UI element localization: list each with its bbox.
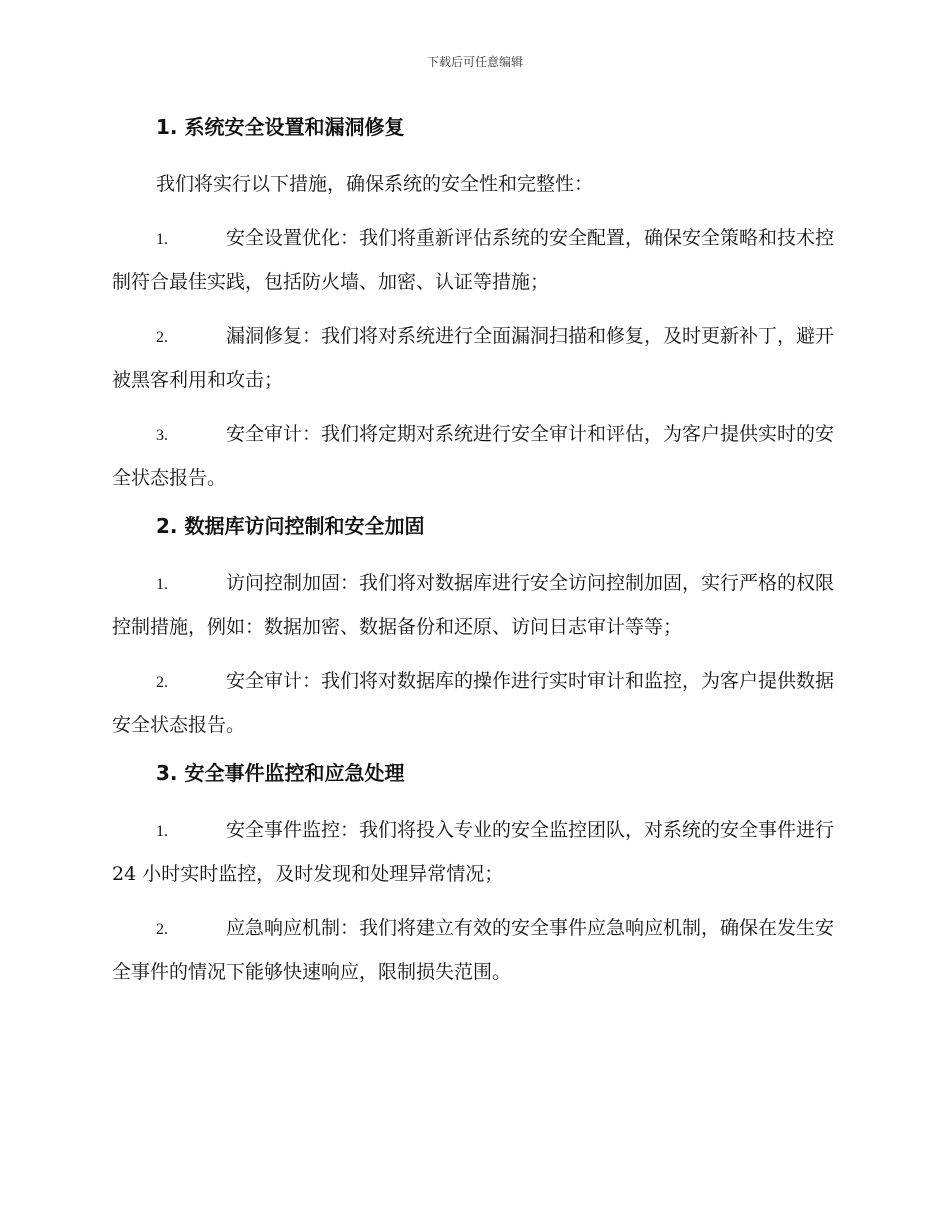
list-item: [112, 562, 834, 648]
list-item: [112, 660, 834, 746]
list-number: 2.: [156, 674, 168, 691]
document-body: [112, 112, 834, 1005]
section-heading: 3. 安全事件监控和应急处理: [156, 761, 405, 785]
list-number: 1.: [156, 231, 168, 248]
list-number: 2.: [156, 329, 168, 346]
section-heading: 2. 数据库访问控制和安全加固: [156, 514, 425, 538]
section-database-access: [112, 511, 834, 746]
list-number: 2.: [156, 921, 168, 938]
list-number: 3.: [156, 427, 168, 444]
list-number: 1.: [156, 576, 168, 593]
list-text: 漏洞修复：我们将对系统进行全面漏洞扫描和修复，及时更新补丁，避开被黑客利用和攻击；: [112, 325, 835, 391]
list-text: 安全审计：我们将对数据库的操作进行实时审计和监控，为客户提供数据安全状态报告。: [112, 670, 835, 736]
list-text: 安全设置优化：我们将重新评估系统的安全配置，确保安全策略和技术控制符合最佳实践，包括防火墙、加密、认证等措施；: [112, 227, 835, 293]
list-text: 安全审计：我们将定期对系统进行安全审计和评估，为客户提供实时的安全状态报告。: [112, 423, 835, 489]
list-item: [112, 413, 834, 499]
intro-paragraph: 我们将实行以下措施，确保系统的安全性和完整性：: [156, 173, 594, 195]
section-heading: 1. 系统安全设置和漏洞修复: [156, 115, 405, 139]
section-system-security: [112, 112, 834, 499]
section-incident-response: [112, 758, 834, 993]
list-text: 安全事件监控：我们将投入专业的安全监控团队，对系统的安全事件进行 24 小时实时监控，及时发现和处理异常情况；: [112, 819, 835, 885]
page-header: 下载后可任意编辑: [426, 55, 523, 69]
list-text: 应急响应机制：我们将建立有效的安全事件应急响应机制，确保在发生安全事件的情况下能够快速响应，限制损失范围。: [112, 917, 835, 983]
list-number: 1.: [156, 823, 168, 840]
list-item: [112, 315, 834, 401]
list-text: 访问控制加固：我们将对数据库进行安全访问控制加固，实行严格的权限控制措施，例如：数据加密、数据备份和还原、访问日志审计等等；: [112, 572, 835, 638]
list-item: [112, 907, 834, 993]
list-item: [112, 217, 834, 303]
list-item: [112, 809, 834, 895]
